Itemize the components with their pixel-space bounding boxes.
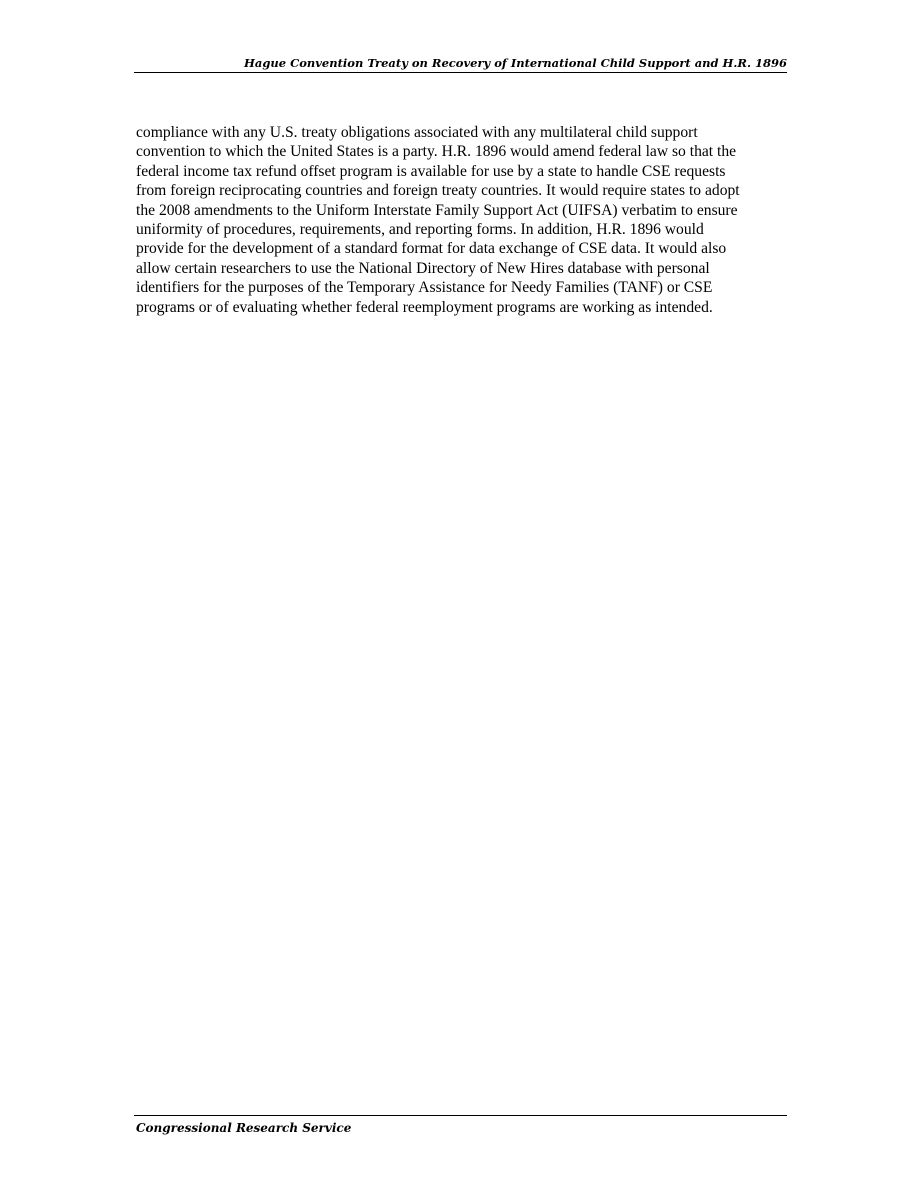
paragraph-line: uniformity of procedures, requirements, and reporting forms. In addition, H.R. 1896 would <box>136 221 704 239</box>
header-divider <box>134 72 787 73</box>
running-header: Hague Convention Treaty on Recovery of International Child Support and H.R. 1896 <box>244 56 787 70</box>
paragraph-line: the 2008 amendments to the Uniform Interstate Family Support Act (UIFSA) verbatim to ensure <box>136 201 738 219</box>
paragraph-line: federal income tax refund offset program is available for use by a state to handle CSE requests <box>136 162 726 180</box>
paragraph-line: compliance with any U.S. treaty obligations associated with any multilateral child support <box>136 124 698 141</box>
paragraph-line: identifiers for the purposes of the Temporary Assistance for Needy Families (TANF) or CSE <box>136 279 713 297</box>
running-footer: Congressional Research Service <box>136 1121 352 1135</box>
paragraph-line: convention to which the United States is a party. H.R. 1896 would amend federal law so that the <box>136 143 737 161</box>
paragraph-line: allow certain researchers to use the National Directory of New Hires database with personal <box>136 259 710 277</box>
body-paragraph <box>136 123 786 317</box>
paragraph-line: programs or of evaluating whether federal reemployment programs are working as intended. <box>136 298 713 316</box>
paragraph-line: provide for the development of a standard format for data exchange of CSE data. It would also <box>136 240 727 258</box>
paragraph-line: from foreign reciprocating countries and foreign treaty countries. It would require states to adopt <box>136 182 740 200</box>
footer-divider <box>134 1115 787 1116</box>
